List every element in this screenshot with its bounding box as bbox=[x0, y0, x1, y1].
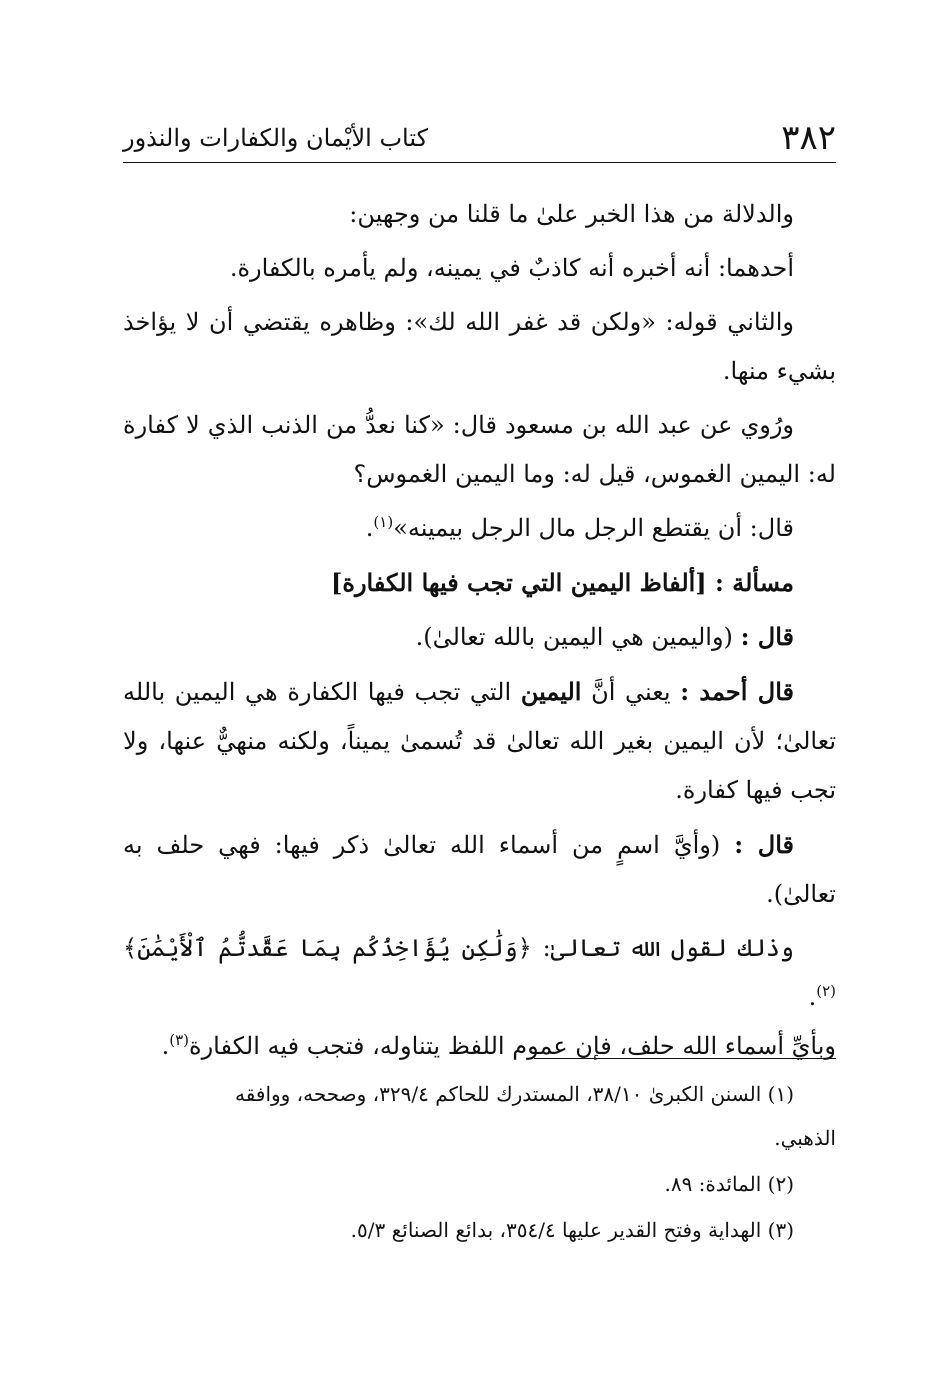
paragraph-ibn-masud: ورُوي عن عبد الله بن مسعود قال: «كنا نعدُّ من الذنب الذي لا كفارة له: اليمين الغموس، قيل له: وما اليمين الغموس؟ bbox=[123, 411, 836, 488]
footnote-3: (٣) الهداية وفتح القدير عليها ٣٥٤/٤، بدائع الصنائع ٥/٣. bbox=[350, 1218, 794, 1242]
masala-title: [ألفاظ اليمين التي تجب فيها الكفارة] bbox=[331, 568, 707, 597]
main-text bbox=[123, 190, 836, 1076]
page-number: ٣٨٢ bbox=[781, 118, 836, 158]
masala-label: مسألة : bbox=[715, 568, 794, 597]
paragraph-qal-answer bbox=[123, 504, 836, 553]
qal-ahmad-label: قال أحمد : bbox=[680, 677, 794, 706]
last-text: وبأيِّ أسماء الله حلف، فإن عموم اللفظ يتناوله، فتجب فيه الكفارة bbox=[189, 1032, 836, 1060]
paragraph-qal-1 bbox=[123, 612, 836, 662]
qal-2-label: قال : bbox=[734, 830, 794, 859]
paragraph-quran bbox=[123, 924, 836, 1022]
footnote-ref-1: (١) bbox=[373, 513, 394, 531]
page-header bbox=[123, 112, 836, 163]
running-title: كتاب الأيْمان والكفارات والنذور bbox=[123, 124, 429, 152]
footnote-1-line-2: الذهبي. bbox=[774, 1126, 836, 1150]
quran-verse: ﴿وَلَٰكِن يُؤَاخِذُكُم بِمَا عَقَّدتُّمُ ٱلْأَيْمَٰنَ﴾ bbox=[123, 934, 532, 962]
paragraph-qal-2 bbox=[123, 820, 836, 919]
paragraph-dalala: والدلالة من هذا الخبر علىٰ ما قلنا من وجهين: bbox=[349, 200, 794, 228]
paragraph-first-aspect: أحدهما: أنه أخبره أنه كاذبٌ في يمينه، ولم يأمره بالكفارة. bbox=[229, 254, 794, 282]
qal-ahmad-bold: اليمين bbox=[520, 677, 582, 706]
paragraph-last bbox=[123, 1022, 836, 1071]
masala-heading bbox=[123, 558, 836, 607]
qal-answer-period: . bbox=[365, 514, 374, 542]
qal-1-text: (واليمين هي اليمين بالله تعالىٰ). bbox=[415, 623, 733, 651]
paragraph-second-aspect: والثاني قوله: «ولكن قد غفر الله لك»: وظاهره يقتضي أن لا يؤاخذ بشيء منها. bbox=[123, 308, 836, 385]
footnote-ref-2: (٢) bbox=[816, 982, 836, 1000]
last-period: . bbox=[161, 1032, 170, 1060]
footnote-2: (٢) المائدة: ٨٩. bbox=[664, 1172, 794, 1196]
footnote-ref-3: (٣) bbox=[169, 1031, 190, 1049]
paragraph-qal-ahmad bbox=[123, 667, 836, 815]
footnotes bbox=[123, 1072, 836, 1254]
qal-2-text: (وأيَّ اسمٍ من أسماء الله تعالىٰ ذكر فيها: فهي حلف به تعالىٰ). bbox=[123, 831, 836, 908]
qal-answer-text: قال: أن يقتطع الرجل مال الرجل بيمينه» bbox=[393, 514, 794, 542]
qal-1-label: قال : bbox=[740, 622, 794, 651]
dhalika-text: وذلك لقول الله تعالىٰ: bbox=[542, 934, 794, 962]
dhalika-period: . bbox=[808, 983, 817, 1011]
qal-ahmad-text-1: يعني أنَّ bbox=[591, 678, 671, 706]
book-page bbox=[123, 0, 836, 1377]
qal-ahmad-text-2: التي تجب فيها الكفارة هي اليمين بالله تعالىٰ؛ لأن اليمين بغير الله تعالىٰ قد تُسمىٰ يميناً، ولكنه منهيٌّ عنها، ولا تجب فيها كفارة. bbox=[123, 678, 836, 804]
footnote-1-line-1: (١) السنن الكبرىٰ ٣٨/١٠، المستدرك للحاكم ٣٢٩/٤، وصححه، ووافقه bbox=[235, 1082, 794, 1106]
footnote-1 bbox=[123, 1072, 836, 1160]
footnote-separator bbox=[534, 1058, 836, 1059]
